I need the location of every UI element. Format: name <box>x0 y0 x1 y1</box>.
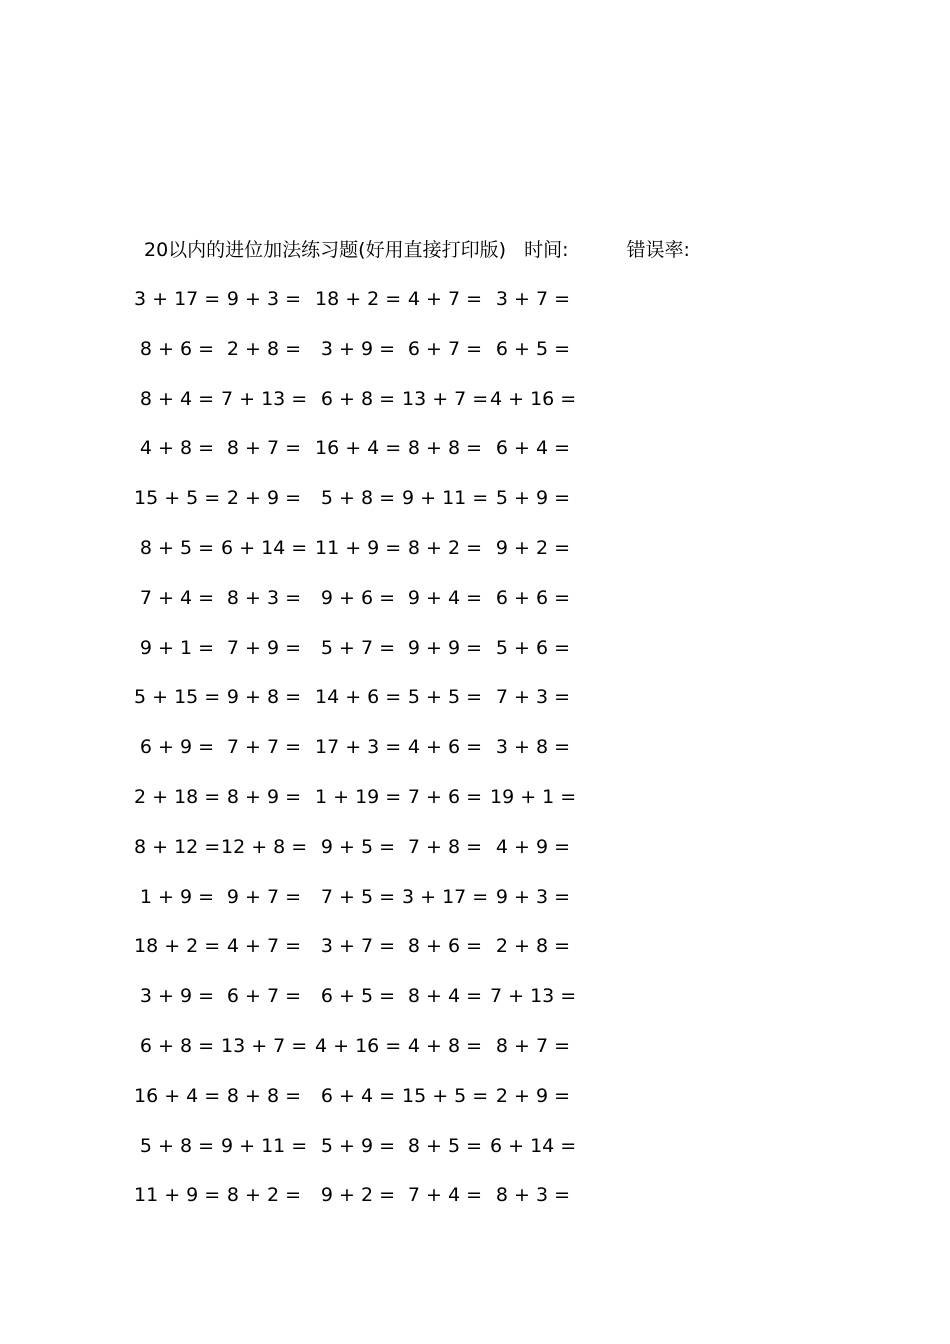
problem-item: 9 + 2 = <box>320 1184 395 1206</box>
problem-item: 11 + 9 = <box>315 537 402 559</box>
problem-item: 4 + 6 = <box>407 736 482 758</box>
problem-item: 4 + 16 = <box>315 1035 402 1057</box>
problem-item: 7 + 3 = <box>495 686 570 708</box>
problem-item: 3 + 8 = <box>495 736 570 758</box>
problem-item: 2 + 8 = <box>495 935 570 957</box>
problem-item: 3 + 9 = <box>320 338 395 360</box>
problem-item: 9 + 11 = <box>402 487 489 509</box>
problem-item: 18 + 2 = <box>134 935 221 957</box>
problem-item: 4 + 8 = <box>139 437 214 459</box>
problem-item: 4 + 9 = <box>495 836 570 858</box>
problem-item: 7 + 4 = <box>139 587 214 609</box>
problem-item: 16 + 4 = <box>134 1085 221 1107</box>
problem-item: 14 + 6 = <box>315 686 402 708</box>
problem-item: 6 + 9 = <box>139 736 214 758</box>
problem-item: 6 + 8 = <box>139 1035 214 1057</box>
problem-item: 9 + 2 = <box>495 537 570 559</box>
problem-item: 6 + 14 = <box>490 1135 577 1157</box>
problem-item: 7 + 9 = <box>226 637 301 659</box>
problem-item: 8 + 3 = <box>226 587 301 609</box>
time-label: 时间: <box>524 239 569 261</box>
problem-item: 16 + 4 = <box>315 437 402 459</box>
problem-item: 6 + 4 = <box>320 1085 395 1107</box>
problem-item: 6 + 4 = <box>495 437 570 459</box>
problem-item: 17 + 3 = <box>315 736 402 758</box>
problem-item: 5 + 5 = <box>407 686 482 708</box>
problem-item: 9 + 11 = <box>221 1135 308 1157</box>
problem-item: 5 + 7 = <box>320 637 395 659</box>
problem-item: 9 + 3 = <box>495 886 570 908</box>
error-rate-label: 错误率: <box>626 239 690 261</box>
problem-item: 9 + 8 = <box>226 686 301 708</box>
problem-item: 3 + 17 = <box>402 886 489 908</box>
problem-item: 7 + 5 = <box>320 886 395 908</box>
problem-item: 5 + 6 = <box>495 637 570 659</box>
problem-item: 3 + 9 = <box>139 985 214 1007</box>
problem-item: 9 + 5 = <box>320 836 395 858</box>
problem-item: 7 + 7 = <box>226 736 301 758</box>
problem-item: 7 + 13 = <box>221 388 308 410</box>
problem-item: 8 + 12 = <box>134 836 221 858</box>
problem-item: 6 + 7 = <box>407 338 482 360</box>
problem-item: 4 + 8 = <box>407 1035 482 1057</box>
problem-item: 3 + 7 = <box>495 288 570 310</box>
problem-item: 5 + 9 = <box>320 1135 395 1157</box>
problem-item: 6 + 8 = <box>320 388 395 410</box>
problem-item: 9 + 1 = <box>139 637 214 659</box>
problem-item: 2 + 9 = <box>495 1085 570 1107</box>
problem-item: 8 + 9 = <box>226 786 301 808</box>
problem-item: 2 + 9 = <box>226 487 301 509</box>
problem-item: 8 + 8 = <box>407 437 482 459</box>
problem-item: 3 + 7 = <box>320 935 395 957</box>
problem-item: 7 + 4 = <box>407 1184 482 1206</box>
problem-item: 9 + 3 = <box>226 288 301 310</box>
problem-item: 3 + 17 = <box>134 288 221 310</box>
problem-item: 4 + 16 = <box>490 388 577 410</box>
problem-item: 7 + 13 = <box>490 985 577 1007</box>
problem-item: 9 + 7 = <box>226 886 301 908</box>
problem-item: 15 + 5 = <box>402 1085 489 1107</box>
problem-item: 4 + 7 = <box>407 288 482 310</box>
problem-item: 11 + 9 = <box>134 1184 221 1206</box>
problem-item: 15 + 5 = <box>134 487 221 509</box>
problem-item: 6 + 5 = <box>495 338 570 360</box>
problem-item: 7 + 8 = <box>407 836 482 858</box>
problem-item: 8 + 3 = <box>495 1184 570 1206</box>
worksheet-header <box>144 236 690 264</box>
problem-item: 8 + 6 = <box>407 935 482 957</box>
problem-item: 5 + 9 = <box>495 487 570 509</box>
problem-item: 4 + 7 = <box>226 935 301 957</box>
problem-item: 9 + 4 = <box>407 587 482 609</box>
problem-item: 8 + 5 = <box>407 1135 482 1157</box>
problem-item: 8 + 8 = <box>226 1085 301 1107</box>
problem-item: 9 + 6 = <box>320 587 395 609</box>
problem-item: 7 + 6 = <box>407 786 482 808</box>
problem-item: 8 + 7 = <box>226 437 301 459</box>
problem-item: 8 + 4 = <box>407 985 482 1007</box>
problem-item: 6 + 6 = <box>495 587 570 609</box>
problem-item: 8 + 5 = <box>139 537 214 559</box>
problem-item: 12 + 8 = <box>221 836 308 858</box>
problem-item: 8 + 2 = <box>226 1184 301 1206</box>
problem-item: 8 + 4 = <box>139 388 214 410</box>
problem-item: 8 + 2 = <box>407 537 482 559</box>
problem-item: 5 + 8 = <box>139 1135 214 1157</box>
problem-item: 1 + 19 = <box>315 786 402 808</box>
problem-item: 5 + 8 = <box>320 487 395 509</box>
problem-item: 19 + 1 = <box>490 786 577 808</box>
problem-item: 6 + 14 = <box>221 537 308 559</box>
problem-item: 6 + 7 = <box>226 985 301 1007</box>
problem-item: 9 + 9 = <box>407 637 482 659</box>
problem-item: 8 + 7 = <box>495 1035 570 1057</box>
problem-item: 13 + 7 = <box>402 388 489 410</box>
problem-item: 18 + 2 = <box>315 288 402 310</box>
problem-item: 2 + 18 = <box>134 786 221 808</box>
problem-item: 6 + 5 = <box>320 985 395 1007</box>
problem-item: 1 + 9 = <box>139 886 214 908</box>
problem-item: 8 + 6 = <box>139 338 214 360</box>
problem-item: 13 + 7 = <box>221 1035 308 1057</box>
problem-item: 5 + 15 = <box>134 686 221 708</box>
problem-item: 2 + 8 = <box>226 338 301 360</box>
worksheet-title: 20以内的进位加法练习题(好用直接打印版) <box>144 239 507 261</box>
